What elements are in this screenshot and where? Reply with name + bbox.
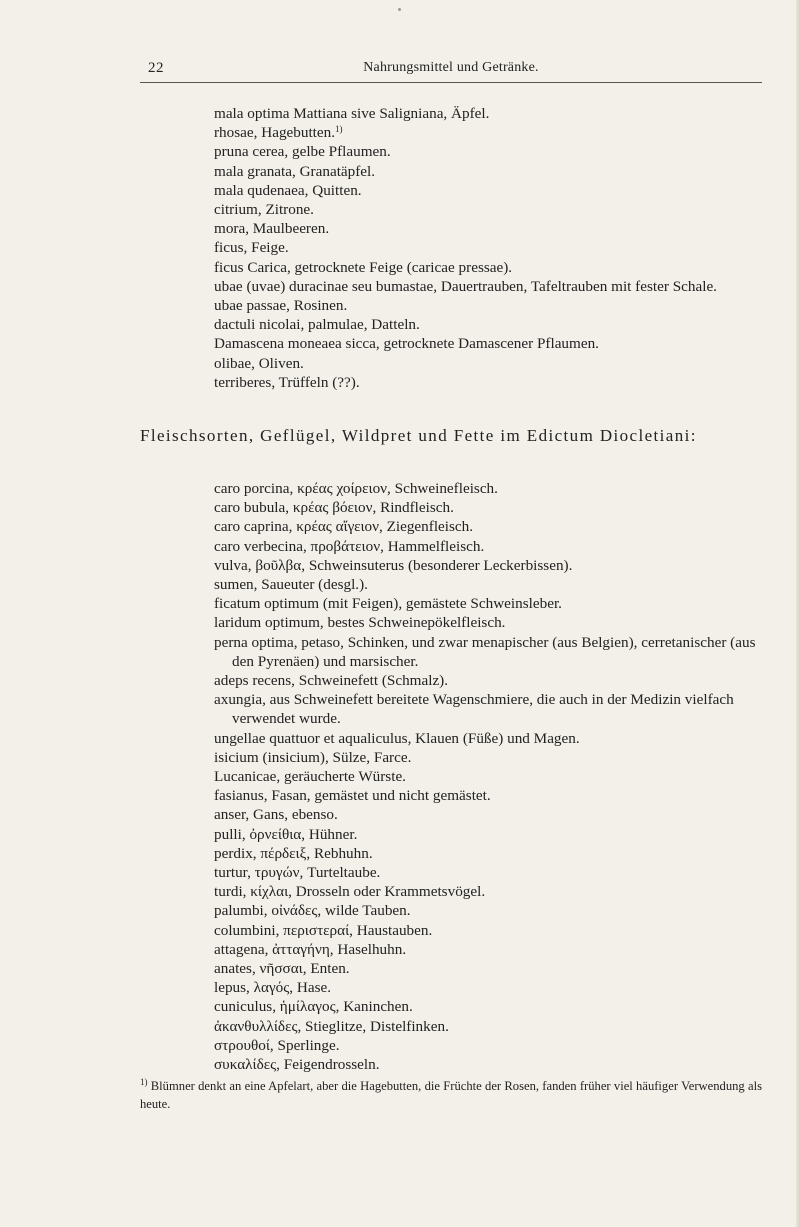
header-rule: [140, 82, 762, 83]
section-heading: Fleischsorten, Geflügel, Wildpret und Fette im Edictum Diocletiani:: [140, 426, 697, 445]
list-item: caro verbecina, προβάτειον, Hammelfleisch.: [214, 537, 485, 555]
list-item: ubae (uvae) duracinae seu bumastae, Dauertrauben, Tafeltrauben mit fester Schale.: [214, 277, 717, 295]
list-item: olibae, Oliven.: [214, 354, 304, 372]
list-item: Lucanicae, geräucherte Würste.: [214, 768, 406, 786]
footnote-mark: 1): [140, 1077, 148, 1087]
list-item: ungellae quattuor et aqualiculus, Klauen (Füße) und Magen.: [214, 729, 580, 747]
list-item: caro caprina, κρέας αἴγειον, Ziegenfleisch.: [214, 518, 474, 536]
list-item: laridum optimum, bestes Schweinepökelfleisch.: [214, 614, 506, 632]
list-item: caro porcina, κρέας χοίρειον, Schweinefleisch.: [214, 480, 498, 497]
list-item: ficus Carica, getrocknete Feige (caricae pressae).: [214, 258, 513, 276]
footnote: [140, 1077, 762, 1113]
list-item: Damascena moneaea sicca, getrocknete Damascener Pflaumen.: [214, 335, 599, 353]
list-item: isicium (insicium), Sülze, Farce.: [214, 748, 412, 766]
list-item: anser, Gans, ebenso.: [214, 806, 338, 824]
list-item: pulli, ὀρνείθια, Hühner.: [214, 825, 358, 843]
list-item: vulva, βοῦλβα, Schweinsuterus (besonderer Leckerbissen).: [214, 556, 573, 574]
list-item: caro bubula, κρέας βόειον, Rindfleisch.: [214, 499, 454, 517]
footnote-text: Blümner denkt an eine Apfelart, aber die Hagebutten, die Früchte der Rosen, fanden früher viel häufiger Verwendung als heute.: [140, 1079, 762, 1111]
list-item: dactuli nicolai, palmulae, Datteln.: [214, 316, 420, 334]
list-item: cuniculus, ἡμίλαγος, Kaninchen.: [214, 998, 413, 1016]
list-item: ficus, Feige.: [214, 239, 289, 257]
list-item: palumbi, οἰνάδες, wilde Tauben.: [214, 902, 411, 920]
footnote-ref: 1): [335, 124, 343, 135]
list-item: στρουθοί, Sperlinge.: [214, 1036, 340, 1054]
list-item: sumen, Saueuter (desgl.).: [214, 576, 368, 594]
list-item: ἀκανθυλλίδες, Stieglitze, Distelfinken.: [214, 1017, 449, 1035]
list-item: turtur, τρυγών, Turteltaube.: [214, 864, 381, 882]
page-header: [140, 60, 762, 82]
list-item: attagena, ἀτταγήνη, Haselhuhn.: [214, 940, 407, 958]
list-item: mala granata, Granatäpfel.: [214, 162, 376, 180]
list-item: citrium, Zitrone.: [214, 201, 314, 219]
page-number: 22: [148, 60, 164, 76]
list-item: ficatum optimum (mit Feigen), gemästete Schweinsleber.: [214, 595, 562, 613]
list-item: rhosae, Hagebutten.$^{1)}$: [214, 124, 343, 142]
list-item: mora, Maulbeeren.: [214, 220, 330, 238]
list-item: mala optima Mattiana sive Saligniana, Äpfel.: [214, 105, 490, 122]
list-item: adeps recens, Schweinefett (Schmalz).: [214, 672, 449, 690]
list-item: ubae passae, Rosinen.: [214, 297, 348, 315]
list-item: lepus, λαγός, Hase.: [214, 979, 332, 997]
scan-edge: [796, 0, 800, 1227]
list-item: fasianus, Fasan, gemästet und nicht gemästet.: [214, 787, 491, 805]
list-item: perna optima, petaso, Schinken, und zwar menapischer (aus Belgien), cerretanischer (aus den Pyrenäen) und marsischer.: [214, 633, 756, 670]
fruit-list: [214, 104, 774, 392]
list-item: turdi, κίχλαι, Drosseln oder Krammetsvögel.: [214, 883, 486, 901]
scan-speck: [398, 8, 401, 11]
running-head: Nahrungsmittel und Getränke.: [363, 60, 539, 75]
list-item: anates, νῆσσαι, Enten.: [214, 960, 350, 978]
list-item: terriberes, Trüffeln (??).: [214, 373, 360, 391]
list-item: συκαλίδες, Feigendrosseln.: [214, 1056, 380, 1074]
list-item: mala qudenaea, Quitten.: [214, 181, 362, 199]
meat-list: [214, 479, 774, 1074]
list-item: columbini, περιστεραί, Haustauben.: [214, 921, 433, 939]
list-item: perdix, πέρδειξ, Rebhuhn.: [214, 844, 373, 862]
list-item: axungia, aus Schweinefett bereitete Wagenschmiere, die auch in der Medizin vielfach verwendet wurde.: [214, 691, 734, 728]
list-item: pruna cerea, gelbe Pflaumen.: [214, 143, 391, 161]
